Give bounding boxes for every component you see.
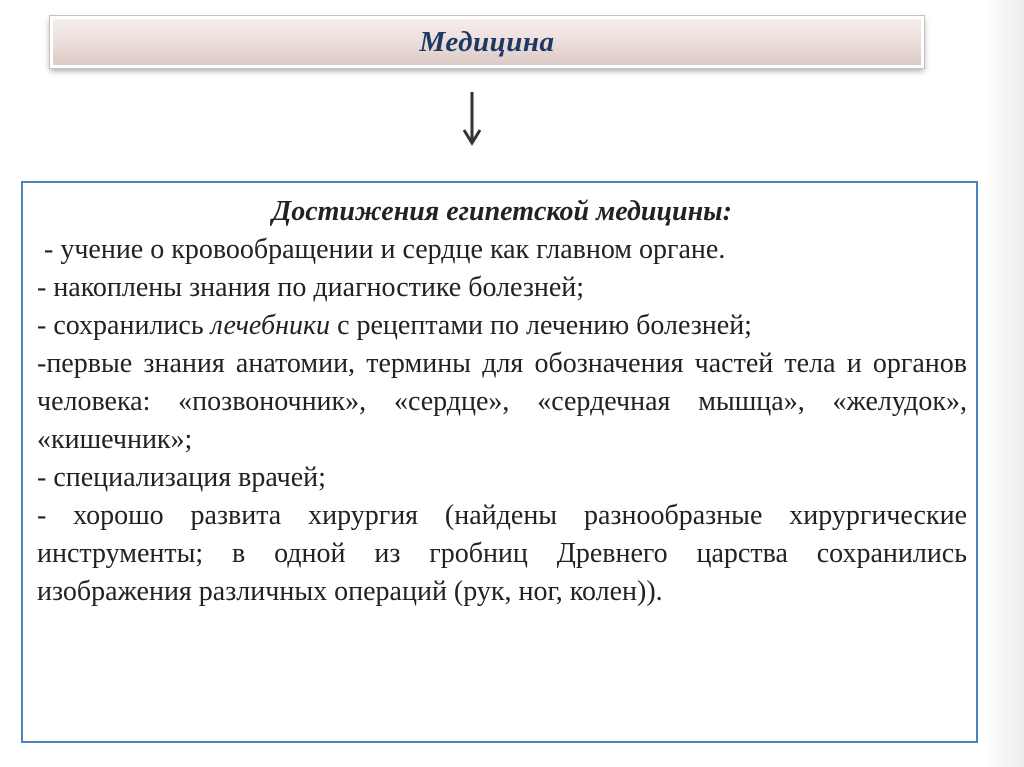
list-item-text: с рецептами по лечению болезней; [330,310,752,341]
title-banner [50,16,924,68]
list-item: - накоплены знания по диагностике болезней; [37,272,585,303]
list-item: - специализация врачей; [37,462,326,493]
list-item: - учение о кровообращении и сердце как главном органе. [37,234,726,265]
down-arrow-icon [460,90,484,146]
list-item-text: - сохранились [37,310,211,341]
content-heading: Достижения египетской медицины: [272,196,732,227]
list-item: -первые знания анатомии, термины для обозначения частей тела и органов человека: «позвоночник», «сердце», «сердечная мышца», «желудок», «кишечник»; [37,348,967,455]
emphasized-term: лечебники [210,310,331,341]
list-item: - хорошо развита хирургия (найдены разнообразные хирургические инструменты; в одной из гробниц Древнего царства сохранились изображения различных операций (рук, ног, колен)). [37,500,967,607]
list-item [37,307,967,345]
page-title: Медицина [419,25,555,58]
slide-edge-shadow [986,0,1024,767]
content-box [21,181,978,743]
